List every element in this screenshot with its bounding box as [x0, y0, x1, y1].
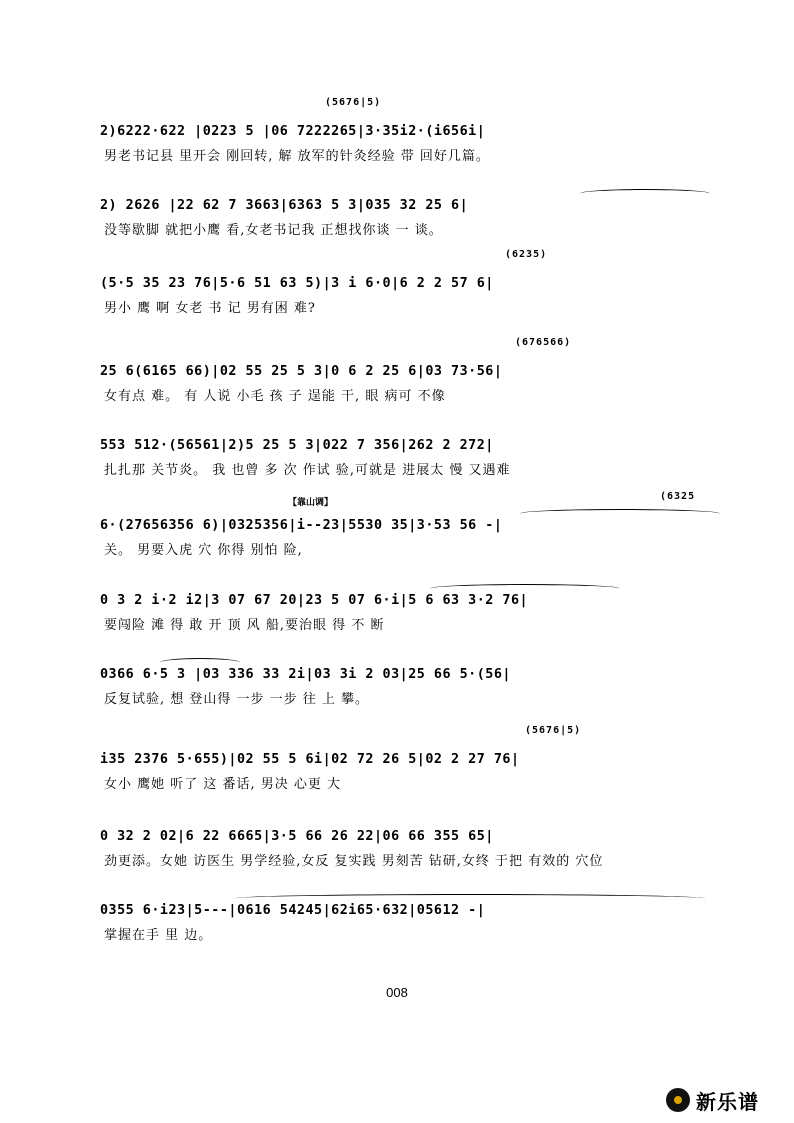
lyrics-line: 掌握在手 里 边。 [104, 928, 213, 943]
logo-text: 新乐谱 [696, 1089, 759, 1114]
page-number: 008 [386, 985, 408, 1000]
lyrics-line: 劲更添。女她 访医生 男学经验,女反 复实践 男刻苦 钻研,女终 于把 有效的 穴位 [104, 854, 604, 869]
lyrics-line: 没等歇脚 就把小鹰 看,女老书记我 正想找你谈 一 谈。 [104, 223, 443, 238]
tune-tag: 【靠山调】 [288, 498, 334, 508]
lyrics-line: 女有点 难。 有 人说 小毛 孩 子 逞能 干, 眼 病可 不像 [104, 389, 446, 404]
vinyl-record-icon [666, 1088, 690, 1112]
lyrics-line: 反复试验, 想 登山得 一步 一步 往 上 攀。 [104, 692, 370, 707]
notation-line: (5·5 35 23 76|5·6 51 63 5)|3 i 6·0|6 2 2 57 6| [100, 276, 494, 291]
notation-line: 0 3 2 i·2 i2|3 07 67 20|23 5 07 6·i|5 6 63 3·2 76| [100, 593, 529, 608]
notation-line: 0355 6·i23|5---|0616 54245|62i65·632|05612 -| [100, 903, 486, 918]
site-logo [666, 1085, 786, 1115]
lyrics-line: 女小 鹰她 听了 这 番话, 男决 心更 大 [104, 777, 342, 792]
annotation-bracket: (676566) [515, 337, 572, 348]
notation-line: i35 2376 5·655)|02 55 5 6i|02 72 26 5|02 2 27 76| [100, 752, 520, 767]
annotation-bracket: (5676|5) [325, 97, 382, 108]
lyrics-line: 关。 男要入虎 穴 你得 别怕 险, [104, 543, 303, 558]
notation-line: 0 32 2 02|6 22 6665|3·5 66 26 22|06 66 355 65| [100, 829, 494, 844]
notation-line: 0366 6·5 3 |03 336 33 2i|03 3i 2 03|25 66 5·(56| [100, 667, 511, 682]
lyrics-line: 男小 鹰 啊 女老 书 记 男有困 难? [104, 301, 316, 316]
lyrics-line: 要闯险 滩 得 敢 开 顶 风 船,要治眼 得 不 断 [104, 618, 385, 633]
notation-line: 25 6(6165 66)|02 55 25 5 3|0 6 2 25 6|03 73·56| [100, 364, 503, 379]
annotation-bracket: (5676|5) [525, 725, 582, 736]
annotation-bracket: (6325 [660, 491, 696, 502]
lyrics-line: 男老书记县 里开会 刚回转, 解 放军的针灸经验 带 回好几篇。 [104, 149, 490, 164]
notation-line: 2) 2626 |22 62 7 3663|6363 5 3|035 32 25 6| [100, 198, 469, 213]
notation-line: 2)6222·622 |0223 5 |06 7222265|3·35i2·(i656i| [100, 124, 486, 139]
annotation-bracket: (6235) [505, 249, 548, 260]
notation-line: 6·(27656356 6)|0325356|i--23|5530 35|3·53 56 -| [100, 518, 503, 533]
lyrics-line: 扎扎那 关节炎。 我 也曾 多 次 作试 验,可就是 进展太 慢 又遇难 [104, 463, 511, 478]
notation-line: 553 512·(56561|2)5 25 5 3|022 7 356|262 2 272| [100, 438, 494, 453]
